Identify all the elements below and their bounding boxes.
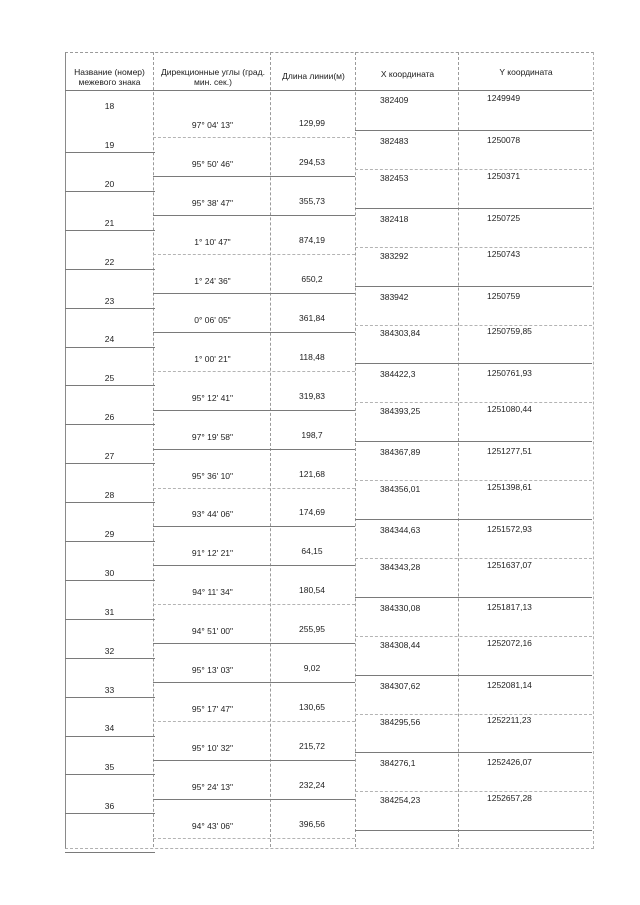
x-coordinate: 384308,44	[380, 639, 421, 650]
point-name: 36	[104, 801, 115, 812]
row-divider	[153, 488, 355, 489]
x-coordinate: 384295,56	[380, 717, 421, 728]
x-coordinate: 384303,84	[380, 328, 421, 339]
row-divider	[153, 682, 355, 683]
row-divider	[153, 332, 355, 333]
point-name: 19	[104, 139, 115, 150]
row-divider	[153, 565, 355, 566]
y-coordinate: 1250761,93	[487, 368, 532, 379]
x-coordinate: 382483	[380, 135, 409, 146]
point-name: 30	[104, 567, 115, 578]
header-name: Название (номер) межевого знака	[74, 67, 145, 87]
row-divider	[153, 838, 355, 839]
directional-angle: 1° 24' 36"	[194, 276, 231, 287]
point-name: 25	[104, 373, 115, 384]
row-divider	[355, 558, 592, 559]
y-coordinate: 1251398,61	[487, 482, 532, 492]
row-divider	[65, 697, 155, 698]
directional-angle: 95° 38' 47"	[191, 198, 234, 209]
directional-angle: 97° 19' 58"	[191, 431, 234, 442]
line-length: 255,95	[299, 624, 325, 635]
x-coordinate: 382409	[380, 95, 409, 105]
row-divider	[65, 580, 155, 581]
line-length: 355,73	[299, 196, 325, 207]
x-coordinate: 384330,08	[380, 602, 421, 613]
header-angle: Дирекционные углы (град. мин. сек.)	[161, 67, 265, 87]
y-coordinate: 1252657,28	[487, 793, 532, 804]
y-coordinate: 1250725	[487, 212, 521, 223]
row-divider	[65, 152, 155, 153]
y-coordinate: 1251572,93	[487, 523, 532, 534]
y-coordinate: 1250759	[487, 290, 521, 301]
row-divider	[153, 215, 355, 216]
row-divider	[355, 597, 592, 598]
directional-angle: 95° 13' 03"	[191, 665, 234, 676]
x-coordinate: 384343,28	[380, 561, 421, 572]
y-coordinate: 1252211,23	[487, 715, 532, 726]
row-divider	[355, 286, 592, 287]
row-divider	[153, 721, 355, 722]
line-length: 9,02	[303, 663, 321, 674]
line-length: 361,84	[299, 312, 325, 323]
point-name: 23	[104, 295, 115, 306]
line-length: 174,69	[299, 507, 325, 518]
row-divider	[65, 191, 155, 192]
x-coordinate: 384307,62	[380, 680, 421, 691]
row-divider	[153, 254, 355, 255]
point-name: 35	[104, 762, 115, 773]
row-divider	[153, 293, 355, 294]
row-divider	[355, 480, 592, 481]
row-divider	[153, 604, 355, 605]
column-divider	[458, 52, 459, 847]
x-coordinate: 384254,23	[380, 795, 421, 806]
row-divider	[355, 830, 592, 831]
row-divider	[153, 176, 355, 177]
point-name: 27	[104, 451, 115, 462]
line-length: 180,54	[299, 585, 325, 596]
y-coordinate: 1252426,07	[487, 757, 532, 768]
row-divider	[65, 774, 155, 775]
row-divider	[355, 363, 592, 364]
point-name: 31	[104, 606, 115, 617]
row-divider	[65, 619, 155, 620]
row-divider	[65, 463, 155, 464]
row-divider	[153, 371, 355, 372]
line-length: 118,48	[299, 351, 325, 362]
x-coordinate: 384344,63	[380, 524, 421, 535]
point-name: 34	[104, 723, 115, 734]
directional-angle: 95° 24' 13"	[191, 781, 234, 792]
directional-angle: 1° 00' 21"	[194, 353, 231, 364]
directional-angle: 91° 12' 21"	[191, 548, 234, 559]
column-divider	[355, 52, 356, 847]
directional-angle: 95° 50' 46"	[191, 159, 234, 170]
line-length: 215,72	[299, 740, 325, 751]
line-length: 198,7	[301, 429, 323, 440]
row-divider	[153, 799, 355, 800]
row-divider	[355, 636, 592, 637]
x-coordinate: 384276,1	[380, 758, 416, 769]
point-name: 32	[104, 645, 115, 656]
row-divider	[355, 130, 592, 131]
row-divider	[355, 714, 592, 715]
row-divider	[65, 658, 155, 659]
directional-angle: 95° 10' 32"	[191, 742, 234, 753]
directional-angle: 94° 51' 00"	[191, 626, 234, 637]
point-name: 26	[104, 412, 115, 423]
header-x: X координата	[380, 69, 435, 79]
x-coordinate: 383942	[380, 291, 409, 302]
row-divider	[153, 449, 355, 450]
y-coordinate: 1251817,13	[487, 601, 532, 612]
point-name: 29	[104, 528, 115, 539]
line-length: 232,24	[299, 779, 325, 790]
directional-angle: 1° 10' 47"	[194, 237, 231, 248]
directional-angle: 95° 12' 41"	[191, 392, 234, 403]
row-divider	[355, 441, 592, 442]
row-divider	[355, 247, 592, 248]
row-divider	[355, 169, 592, 170]
row-divider	[355, 519, 592, 520]
directional-angle: 94° 11' 34"	[192, 587, 233, 598]
row-divider	[153, 410, 355, 411]
line-length: 294,53	[299, 157, 325, 168]
row-divider	[65, 230, 155, 231]
line-length: 396,56	[299, 818, 325, 829]
y-coordinate: 1250743	[487, 248, 521, 259]
row-divider	[65, 852, 155, 853]
header-length: Длина линии(м)	[282, 71, 345, 81]
row-divider	[355, 208, 592, 209]
row-divider	[65, 90, 592, 91]
row-divider	[65, 424, 155, 425]
y-coordinate: 1251277,51	[487, 446, 532, 457]
row-divider	[355, 402, 592, 403]
point-name: 24	[104, 334, 115, 345]
row-divider	[153, 643, 355, 644]
row-divider	[355, 791, 592, 792]
y-coordinate: 1252072,16	[487, 637, 532, 648]
y-coordinate: 1251080,44	[487, 404, 532, 415]
row-divider	[355, 325, 592, 326]
row-divider	[65, 308, 155, 309]
row-divider	[65, 541, 155, 542]
y-coordinate: 1250371	[487, 170, 521, 181]
x-coordinate: 383292	[380, 250, 409, 261]
line-length: 650,2	[301, 274, 323, 285]
y-coordinate: 1251637,07	[487, 559, 532, 570]
row-divider	[65, 385, 155, 386]
line-length: 64,15	[301, 546, 323, 557]
y-coordinate: 1250759,85	[487, 326, 532, 337]
y-coordinate: 1252081,14	[487, 679, 532, 690]
point-name: 18	[104, 101, 115, 111]
header-y: Y координата	[499, 67, 553, 77]
row-divider	[355, 675, 592, 676]
line-length: 130,65	[299, 701, 325, 712]
point-name: 21	[104, 217, 115, 228]
row-divider	[355, 752, 592, 753]
directional-angle: 95° 17' 47"	[191, 703, 234, 714]
directional-angle: 94° 43' 06"	[191, 820, 234, 831]
line-length: 129,99	[299, 118, 325, 129]
line-length: 121,68	[299, 468, 325, 479]
row-divider	[153, 760, 355, 761]
directional-angle: 0° 06' 05"	[194, 314, 231, 325]
y-coordinate: 1249949	[487, 93, 521, 103]
directional-angle: 97° 04' 13"	[191, 120, 234, 131]
row-divider	[153, 137, 355, 138]
row-divider	[65, 347, 155, 348]
x-coordinate: 384422,3	[380, 369, 416, 380]
line-length: 319,83	[299, 390, 325, 401]
row-divider	[65, 502, 155, 503]
x-coordinate: 384393,25	[380, 406, 421, 417]
row-divider	[153, 526, 355, 527]
x-coordinate: 384367,89	[380, 447, 421, 458]
directional-angle: 95° 36' 10"	[191, 470, 234, 481]
directional-angle: 93° 44' 06"	[191, 509, 234, 520]
row-divider	[65, 813, 155, 814]
point-name: 33	[104, 684, 115, 695]
point-name: 28	[104, 490, 115, 500]
y-coordinate: 1250078	[487, 134, 521, 145]
x-coordinate: 382418	[380, 213, 409, 224]
line-length: 874,19	[299, 235, 325, 246]
x-coordinate: 384356,01	[380, 484, 421, 494]
point-name: 20	[104, 178, 115, 189]
x-coordinate: 382453	[380, 172, 409, 183]
row-divider	[65, 269, 155, 270]
row-divider	[65, 736, 155, 737]
point-name: 22	[104, 256, 115, 267]
